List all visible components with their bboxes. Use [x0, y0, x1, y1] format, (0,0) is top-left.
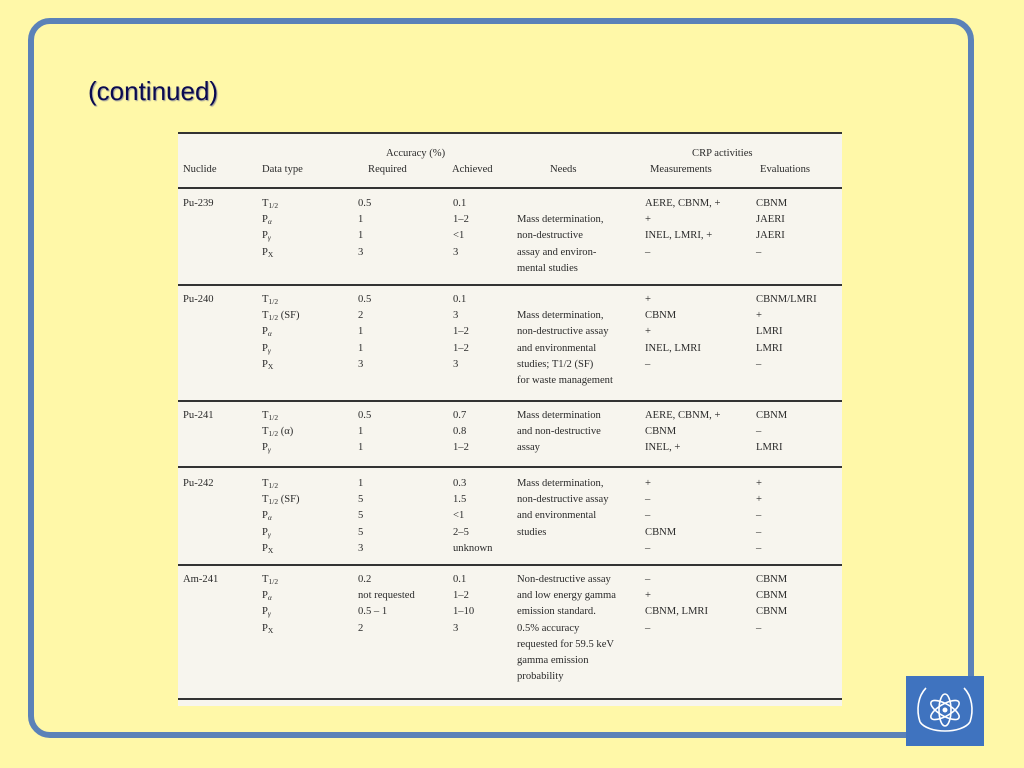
required-cell: 2 [358, 622, 364, 634]
data-type-subscript: 1/2 [268, 201, 279, 210]
scanned-table [178, 132, 842, 706]
data-type-subscript: γ [267, 233, 271, 243]
data-type-cell [262, 604, 271, 620]
needs-line: and low energy gamma [517, 590, 616, 602]
evaluations-cell: LMRI [756, 342, 783, 354]
measurements-cell: – [645, 358, 651, 370]
achieved-cell: 3 [453, 246, 459, 258]
measurements-cell: + [645, 326, 651, 338]
data-type-subscript: γ [267, 345, 271, 355]
needs-line: Mass determination, [517, 310, 604, 322]
data-type-subscript: 1/2 [268, 413, 279, 422]
achieved-cell: 3 [453, 358, 459, 370]
data-type-symbol: T [262, 310, 269, 322]
data-type-symbol: P [262, 542, 268, 554]
measurements-cell: + [645, 294, 651, 305]
table-rule [178, 400, 842, 402]
needs-line: requested for 59.5 keV [517, 638, 615, 650]
measurements-cell: – [645, 510, 651, 522]
evaluations-cell: CBNM [756, 574, 788, 585]
data-type-symbol: P [262, 526, 268, 538]
data-type-symbol: T [262, 410, 269, 421]
needs-line: studies; T1/2 (SF) [517, 358, 594, 370]
achieved-cell: 1.5 [453, 494, 467, 506]
atom-emblem-icon [906, 676, 984, 746]
data-type-subscript: 1/2 [268, 497, 279, 507]
achieved-cell: <1 [453, 510, 465, 522]
data-type-subscript: γ [267, 609, 271, 619]
evaluations-cell: LMRI [756, 442, 783, 454]
evaluations-cell: LMRI [756, 326, 783, 338]
measurements-cell: – [645, 542, 651, 554]
data-type-subscript: X [267, 361, 274, 371]
needs-line: studies [517, 526, 547, 538]
achieved-cell: 0.8 [453, 426, 467, 438]
evaluations-cell: – [756, 526, 762, 538]
nuclide-label: Pu-241 [183, 410, 214, 421]
data-type-symbol: T [262, 198, 269, 209]
required-cell: 5 [358, 526, 364, 538]
data-type-cell [262, 621, 273, 637]
required-cell: 0.5 [358, 294, 372, 305]
needs-line: emission standard. [517, 606, 596, 618]
needs-line: assay [517, 442, 540, 454]
measurements-cell: INEL, + [645, 442, 681, 454]
slide-title: (continued) [88, 76, 219, 106]
data-type-suffix: (SF) [278, 310, 300, 322]
evaluations-cell: JAERI [756, 230, 785, 242]
achieved-cell: 0.7 [453, 410, 467, 421]
data-type-subscript: 1/2 [268, 429, 279, 439]
data-type-cell [262, 588, 272, 604]
table-rule-top [178, 132, 842, 134]
required-cell: 3 [358, 246, 364, 258]
achieved-cell: 3 [453, 310, 459, 322]
evaluations-cell: – [756, 542, 762, 554]
data-type-symbol: T [262, 574, 269, 585]
required-cell: 5 [358, 510, 364, 522]
data-type-subscript: 1/2 [268, 313, 279, 323]
measurements-cell: AERE, CBNM, + [645, 410, 721, 421]
measurements-cell: + [645, 214, 651, 226]
data-type-symbol: P [262, 606, 268, 618]
data-type-symbol: P [262, 230, 268, 242]
data-type-symbol: T [262, 426, 269, 438]
measurements-cell: INEL, LMRI, + [645, 230, 713, 242]
data-type-cell [262, 292, 278, 308]
required-cell: 0.2 [358, 574, 372, 585]
header-required: Required [368, 164, 407, 175]
data-type-symbol: P [262, 342, 268, 354]
required-cell: 3 [358, 542, 364, 554]
measurements-cell: CBNM [645, 310, 677, 322]
data-type-symbol: P [262, 246, 268, 258]
nuclide-label: Am-241 [183, 574, 219, 585]
needs-line: Mass determination [517, 410, 601, 421]
data-type-cell [262, 572, 278, 588]
table-rule-header [178, 187, 842, 189]
data-type-subscript: 1/2 [268, 297, 279, 306]
evaluations-cell: CBNM [756, 590, 788, 602]
data-type-subscript: γ [267, 445, 271, 455]
achieved-cell: 0.3 [453, 478, 467, 489]
required-cell: 5 [358, 494, 364, 506]
needs-line: Non-destructive assay [517, 574, 611, 585]
evaluations-cell: CBNM [756, 606, 788, 618]
needs-line: and environmental [517, 510, 597, 522]
data-type-cell [262, 324, 272, 340]
achieved-cell: 1–2 [453, 214, 469, 226]
evaluations-cell: – [756, 246, 762, 258]
data-type-subscript: α [267, 217, 272, 227]
needs-line: 0.5% accuracy [517, 622, 580, 634]
data-type-subscript: X [267, 249, 274, 259]
needs-line: non-destructive assay [517, 326, 609, 338]
required-cell: 0.5 [358, 198, 372, 209]
evaluations-cell: CBNM [756, 198, 788, 209]
data-type-cell [262, 492, 300, 508]
evaluations-cell: – [756, 510, 762, 522]
data-type-subscript: X [267, 545, 274, 555]
data-type-subscript: γ [267, 529, 271, 539]
evaluations-cell: + [756, 478, 762, 489]
evaluations-cell: CBNM/LMRI [756, 294, 817, 305]
measurements-cell: – [645, 574, 651, 585]
data-type-suffix: (SF) [278, 494, 300, 506]
evaluations-cell: JAERI [756, 214, 785, 226]
data-type-cell [262, 212, 272, 228]
data-type-cell [262, 341, 271, 357]
evaluations-cell: CBNM [756, 410, 788, 421]
measurements-cell: – [645, 622, 651, 634]
measurements-cell: CBNM [645, 426, 677, 438]
achieved-cell: 2–5 [453, 526, 469, 538]
data-type-cell [262, 476, 278, 492]
needs-line: and environmental [517, 342, 597, 354]
achieved-cell: 1–2 [453, 326, 469, 338]
nuclide-label: Pu-242 [183, 478, 214, 489]
data-type-symbol: P [262, 442, 268, 454]
needs-line: gamma emission [517, 655, 589, 666]
data-type-subscript: α [267, 593, 272, 603]
needs-line: probability [517, 671, 564, 683]
achieved-cell: unknown [453, 542, 493, 554]
measurements-cell: – [645, 494, 651, 506]
required-cell: 2 [358, 310, 364, 322]
measurements-cell: AERE, CBNM, + [645, 198, 721, 209]
measurements-cell: CBNM, LMRI [645, 606, 708, 618]
data-type-cell [262, 357, 273, 373]
achieved-cell: 3 [453, 622, 459, 634]
data-type-cell [262, 525, 271, 541]
nuclide-label: Pu-239 [183, 198, 214, 209]
required-cell: 3 [358, 358, 364, 370]
table-rule [178, 466, 842, 468]
data-type-symbol: P [262, 590, 268, 602]
required-cell: 1 [358, 426, 364, 438]
data-type-cell [262, 228, 271, 244]
header-datatype: Data type [262, 164, 303, 175]
data-type-cell [262, 440, 271, 456]
measurements-cell: + [645, 478, 651, 489]
data-type-cell [262, 196, 278, 212]
iaea-logo [906, 676, 984, 746]
required-cell: 1 [358, 230, 364, 242]
table-rule [178, 564, 842, 566]
data-type-cell [262, 408, 278, 424]
required-cell: 1 [358, 442, 364, 454]
data-type-subscript: X [267, 625, 274, 635]
required-cell: 1 [358, 342, 364, 354]
evaluations-cell: + [756, 310, 762, 322]
table-rule [178, 698, 842, 700]
evaluations-cell: – [756, 622, 762, 634]
measurements-cell: + [645, 590, 651, 602]
header-achieved: Achieved [452, 164, 493, 175]
header-evaluations: Evaluations [760, 164, 811, 175]
achieved-cell: 0.1 [453, 294, 467, 305]
needs-line: Mass determination, [517, 478, 604, 489]
table-rule [178, 284, 842, 286]
achieved-cell: 0.1 [453, 574, 467, 585]
data-type-symbol: P [262, 510, 268, 522]
required-cell: 1 [358, 478, 364, 489]
data-type-cell [262, 541, 273, 557]
header-needs: Needs [550, 164, 577, 175]
nuclide-label: Pu-240 [183, 294, 214, 305]
data-type-cell [262, 245, 273, 261]
needs-line: non-destructive assay [517, 494, 609, 506]
required-cell: 1 [358, 326, 364, 338]
needs-line: assay and environ- [517, 246, 597, 258]
header-crp: CRP activities [692, 148, 753, 159]
required-cell: 0.5 [358, 410, 372, 421]
data-type-cell [262, 424, 293, 440]
data-type-cell [262, 308, 300, 324]
evaluations-cell: + [756, 494, 762, 506]
data-type-subscript: α [267, 329, 272, 339]
evaluations-cell: – [756, 358, 762, 370]
header-measurements: Measurements [650, 164, 712, 175]
data-type-symbol: P [262, 214, 268, 226]
data-type-symbol: T [262, 494, 269, 506]
header-accuracy: Accuracy (%) [386, 148, 446, 159]
required-cell: 0.5 – 1 [358, 606, 388, 618]
data-type-suffix: (α) [278, 426, 294, 438]
data-type-symbol: T [262, 294, 269, 305]
needs-line: and non-destructive [517, 426, 601, 438]
achieved-cell: 1–2 [453, 590, 469, 602]
header-nuclide: Nuclide [183, 164, 217, 175]
achieved-cell: <1 [453, 230, 465, 242]
achieved-cell: 0.1 [453, 198, 467, 209]
data-type-symbol: P [262, 622, 268, 634]
data-type-symbol: T [262, 478, 269, 489]
measurements-cell: INEL, LMRI [645, 342, 701, 354]
data-type-subscript: α [267, 513, 272, 523]
required-cell: 1 [358, 214, 364, 226]
needs-line: non-destructive [517, 230, 583, 242]
needs-line: mental studies [517, 262, 578, 274]
measurements-cell: – [645, 246, 651, 258]
data-type-subscript: 1/2 [268, 577, 279, 586]
data-type-cell [262, 508, 272, 524]
needs-line: for waste management [517, 375, 613, 386]
evaluations-cell: – [756, 426, 762, 438]
required-cell: not requested [358, 590, 415, 602]
achieved-cell: 1–2 [453, 342, 469, 354]
data-type-symbol: P [262, 326, 268, 338]
measurements-cell: CBNM [645, 526, 677, 538]
data-type-symbol: P [262, 358, 268, 370]
data-type-subscript: 1/2 [268, 481, 279, 490]
achieved-cell: 1–2 [453, 442, 469, 454]
needs-line: Mass determination, [517, 214, 604, 226]
achieved-cell: 1–10 [453, 606, 475, 618]
